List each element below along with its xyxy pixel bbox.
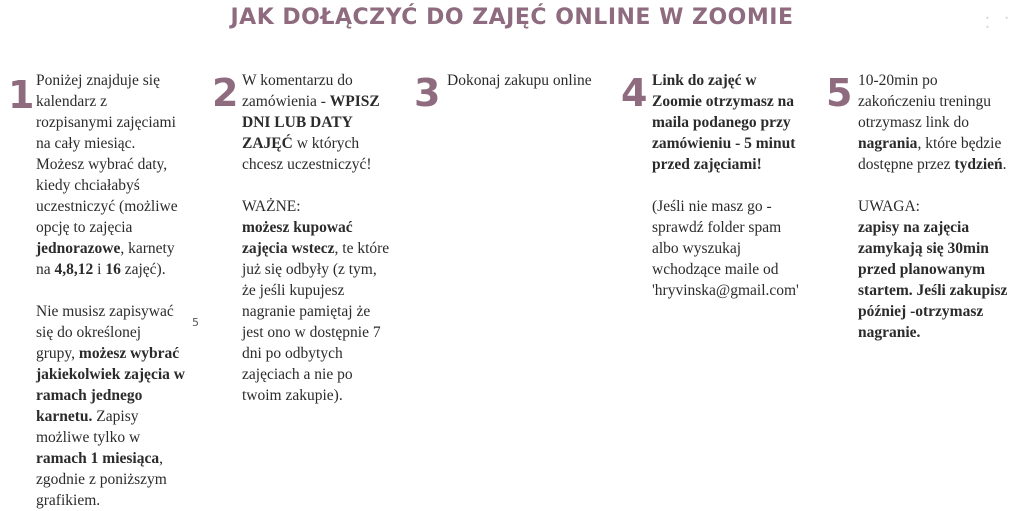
step-text-part: tydzień	[954, 156, 1003, 173]
step-text-part: możesz wybrać jakiekolwiek zajęcia w ramach jednego karnetu.	[36, 345, 185, 425]
step-text-part: jednorazowe	[36, 240, 121, 257]
step-2-number: 2	[212, 71, 239, 115]
step-1-text	[36, 70, 206, 511]
step-text-part: Poniżej znajduje się kalendarz z rozpisanymi zajęciami na cały miesiąc. Możesz wybrać daty, kiedy chciałabyś uczestniczyć (możliwe opcję to zajęcia	[36, 72, 178, 236]
step-1-number: 1	[8, 73, 35, 117]
step-text-part: WPISZ DNI LUB DATY ZAJĘĆ	[242, 93, 380, 152]
step-text-part: , te które już się odbyły (z tym, że jeśli kupujesz nagranie pamiętaj że jest ono w dostępnie 7 dni po odbytych zajęciach a nie po twoim zakupie).	[242, 240, 390, 404]
step-text-part: (Jeśli nie masz go - sprawdź folder spam albo wyszukaj wchodzące maile od 'hryvinska@gmail.com'	[652, 198, 799, 299]
step-text-part: , które będzie dostępne przez	[858, 135, 1002, 173]
step-text-part: , karnety na	[36, 240, 175, 278]
step-text-part: ramach 1 miesiąca	[36, 450, 160, 467]
step-3-text	[447, 70, 617, 91]
step-text-part: 4,8,12	[54, 261, 94, 278]
step-3-number: 3	[414, 71, 441, 115]
step-text-part: 10-20min po zakończeniu treningu otrzymasz link do	[858, 72, 991, 131]
step-text-part: Link do zajęć w Zoomie otrzymasz na maila podanego przy zamówieniu - 5 minut przed zajęciami!	[652, 72, 796, 173]
step-text-part: Dokonaj zakupu online	[447, 72, 592, 89]
step-4-number: 4	[621, 71, 648, 115]
step-5-text	[858, 70, 1023, 343]
step-text-part: nagrania	[858, 135, 918, 152]
step-text-part: i	[93, 261, 106, 278]
step-text-part: 16	[105, 261, 121, 278]
step-4-text	[652, 70, 822, 301]
step-5-number: 5	[826, 71, 853, 115]
step-text-part: Zapisy możliwe tylko w	[36, 408, 141, 446]
step-text-part: . UWAGA:	[858, 156, 1007, 215]
side-note: 5	[192, 316, 199, 329]
step-text-part: zapisy na zajęcia zamykają się 30min przed planowanym startem. Jeśli zakupisz później -otrzymasz nagranie.	[858, 219, 1008, 341]
step-text-part: W komentarzu do zamówienia -	[242, 72, 353, 110]
step-text-part: zajęć). Nie musisz zapisywać się do określonej grupy,	[36, 261, 174, 362]
step-text-part: , zgodnie z poniższym grafikiem.	[36, 450, 167, 509]
step-text-part: możesz kupować zajęcia wstecz	[242, 219, 353, 257]
decorative-dots: • • •	[985, 14, 1015, 32]
step-2-text	[242, 70, 407, 406]
step-text-part: w których chcesz uczestniczyć! WAŻNE:	[242, 135, 372, 215]
page-title: JAK DOŁĄCZYĆ DO ZAJĘĆ ONLINE W ZOOMIE	[230, 5, 794, 30]
